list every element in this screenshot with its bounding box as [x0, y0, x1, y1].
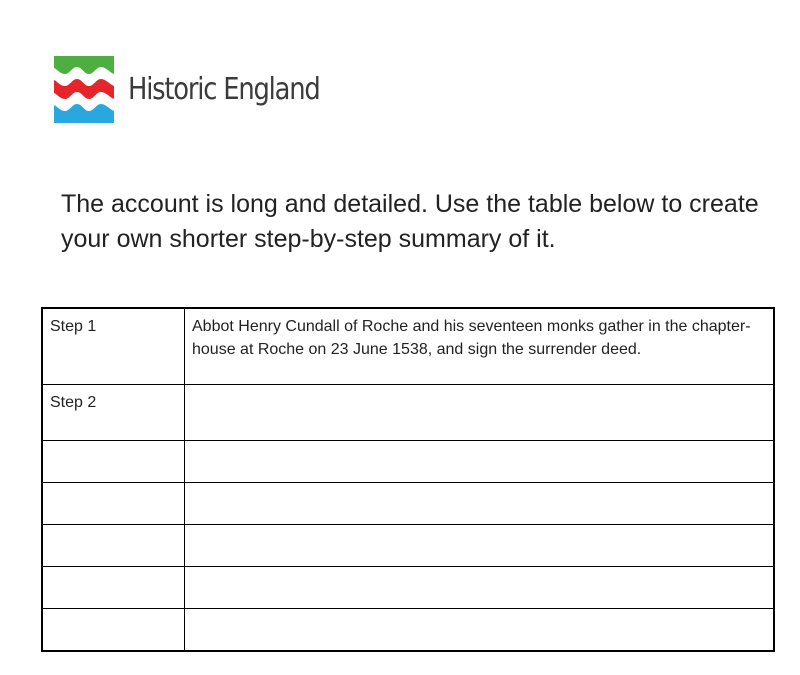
summary-cell[interactable] [185, 525, 775, 567]
table-row [42, 385, 774, 441]
step-label-cell[interactable] [42, 441, 185, 483]
table-row [42, 483, 774, 525]
step-label-cell: Step 2 [42, 385, 185, 441]
logo-wordmark: Historic England [128, 71, 320, 107]
table-row [42, 609, 774, 652]
table-row [42, 441, 774, 483]
table-row [42, 308, 774, 385]
summary-cell: Abbot Henry Cundall of Roche and his seventeen monks gather in the chapter-house at Roche on 23 June 1538, and sign the surrender deed. [185, 308, 775, 385]
table-row [42, 567, 774, 609]
instructions-text: The account is long and detailed. Use the table below to create your own shorter step-by-step summary of it. [61, 190, 759, 253]
step-label-cell[interactable] [42, 609, 185, 652]
step-label-cell[interactable] [42, 525, 185, 567]
step-label-cell: Step 1 [42, 308, 185, 385]
summary-cell[interactable] [185, 385, 775, 441]
summary-cell[interactable] [185, 609, 775, 652]
historic-england-logo [54, 56, 351, 123]
step-label-cell[interactable] [42, 567, 185, 609]
historic-england-wave-logo-icon [54, 56, 114, 123]
summary-cell[interactable] [185, 441, 775, 483]
step-summary-table [41, 307, 775, 652]
step-label-cell[interactable] [42, 483, 185, 525]
summary-cell[interactable] [185, 567, 775, 609]
summary-cell[interactable] [185, 483, 775, 525]
table-row [42, 525, 774, 567]
